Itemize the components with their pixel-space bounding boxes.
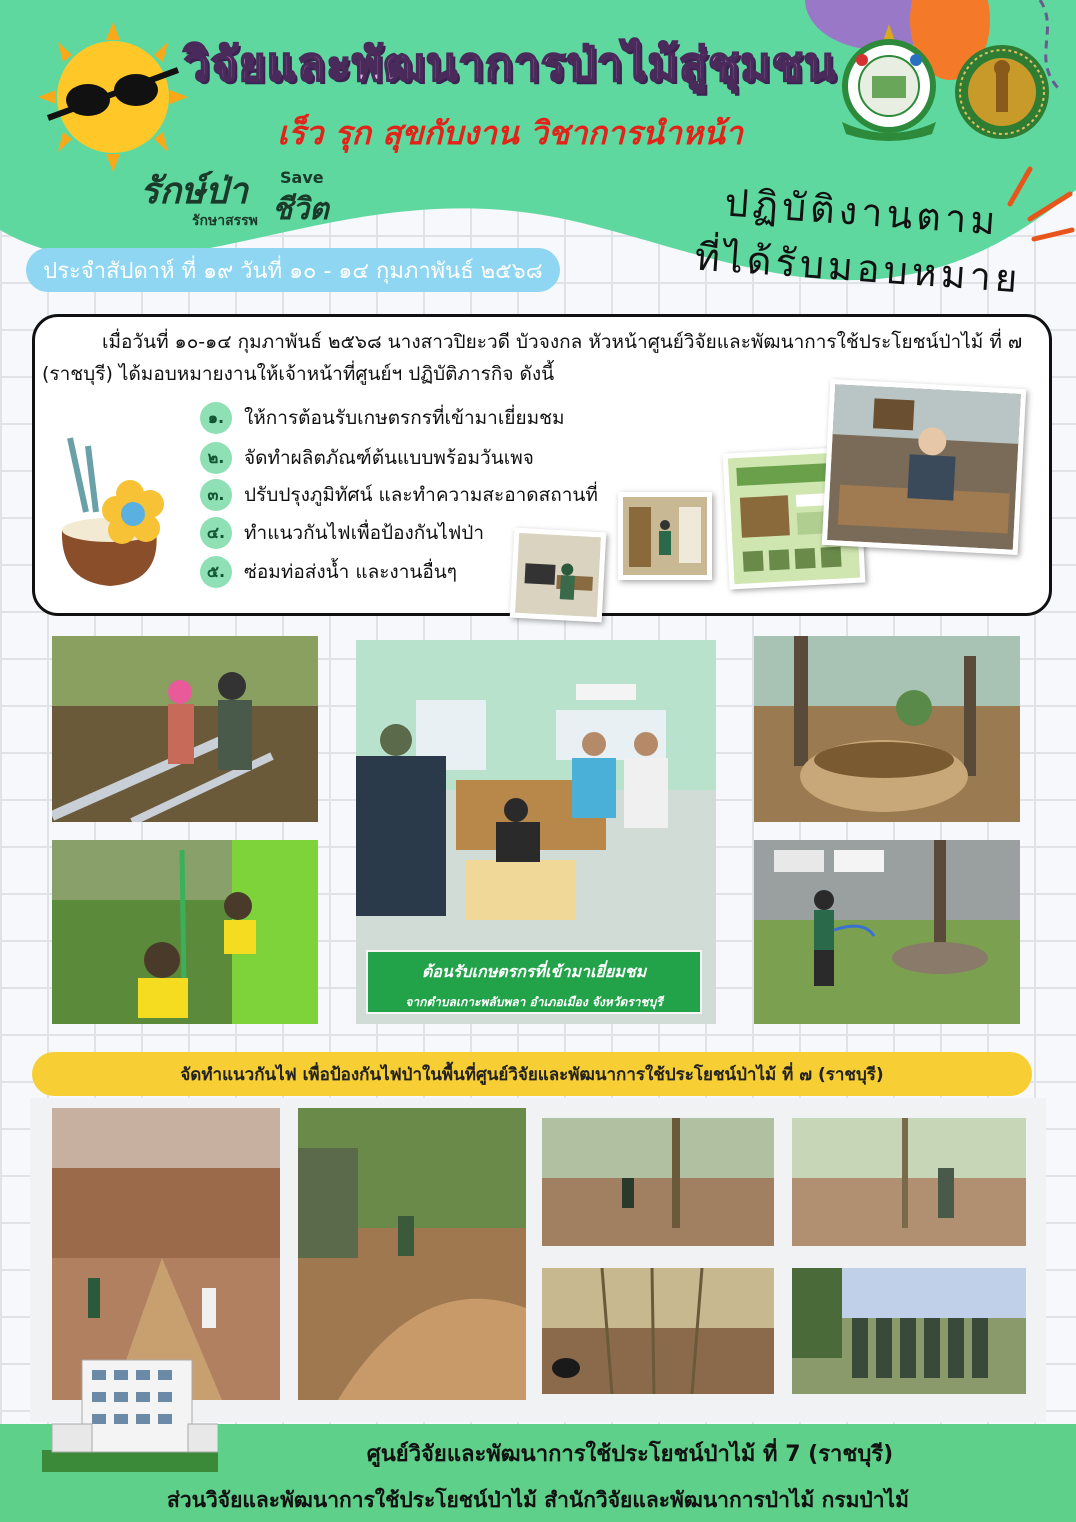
royal-forest-department-icon: [954, 44, 1050, 140]
sun-with-sunglasses-icon: [28, 22, 198, 172]
accent-lines-icon: [1000, 164, 1076, 244]
center-emblem-icon: [834, 24, 944, 142]
task-number: ๔.: [200, 517, 232, 549]
campaign-save-text: Save: [280, 168, 324, 187]
footer-center-name: ศูนย์วิจัยและพัฒนาการใช้ประโยชน์ป่าไม้ ที่ 7 (ราชบุรี): [366, 1442, 894, 1467]
campaign-life-text: ชีวิต: [272, 192, 329, 227]
task-number: ๒.: [200, 442, 232, 474]
photo-team-group: [792, 1268, 1026, 1394]
task-label: ปรับปรุงภูมิทัศน์ และทำความสะอาดสถานที่: [244, 484, 598, 506]
coconut-drink-icon: [56, 432, 166, 592]
photo-office-desk: [510, 528, 607, 623]
task-item: [200, 440, 640, 476]
visit-caption: [366, 950, 702, 1014]
week-label: ประจำสัปดาห์ ที่ ๑๙ วันที่ ๑๐ - ๑๔ กุมภาพันธ์ ๒๕๖๘: [26, 248, 560, 292]
photo-firebreak-3: [542, 1118, 774, 1246]
campaign-main-text: รักษ์ป่า: [140, 171, 248, 212]
footer-department: ส่วนวิจัยและพัฒนาการใช้ประโยชน์ป่าไม้ สำนักวิจัยและพัฒนาการป่าไม้ กรมป่าไม้: [167, 1488, 909, 1512]
section-title-line-2: ที่ได้รับมอบหมาย: [693, 234, 1023, 302]
photo-landscape-compost: [754, 636, 1020, 822]
photo-shop-interior: [618, 492, 712, 580]
firebreak-caption: จัดทำแนวกันไฟ เพื่อป้องกันไฟป่าในพื้นที่ศูนย์วิจัยและพัฒนาการใช้ประโยชน์ป่าไม้ ที่ ๗ (ราชบุรี): [32, 1052, 1032, 1096]
task-number: ๕.: [200, 556, 232, 588]
task-number: ๑.: [200, 402, 232, 434]
campaign-sub-text: รักษาสรรพ: [192, 213, 258, 229]
assignment-intro: เมื่อวันที่ ๑๐-๑๔ กุมภาพันธ์ ๒๕๖๘ นางสาวปิยะวดี บัวจงกล หัวหน้าศูนย์วิจัยและพัฒนาการใช้ประโยชน์ป่าไม้ ที่ ๗ (ราชบุรี) ได้มอบหมายงานให้เจ้าหน้าที่ศูนย์ฯ ปฏิบัติภารกิจ ดังนี้: [42, 331, 1023, 385]
photo-pipe-repair: [52, 636, 318, 822]
building-photo: [42, 1354, 218, 1472]
task-item: [200, 400, 640, 436]
task-label: ทำแนวกันไฟเพื่อป้องกันไฟป่า: [244, 522, 485, 544]
photo-fence-work: [52, 840, 318, 1024]
visit-caption-detail: จากตำบลเกาะพลับพลา อำเภอเมือง จังหวัดราชบุรี: [405, 995, 663, 1009]
photo-firebreak-5: [542, 1268, 774, 1394]
task-label: จัดทำผลิตภัณฑ์ต้นแบบพร้อมวันเพจ: [244, 447, 534, 469]
photo-firebreak-4: [792, 1118, 1026, 1246]
photo-watering: [754, 840, 1020, 1024]
photo-woodworking: [822, 379, 1026, 555]
photo-firebreak-2: [298, 1108, 526, 1400]
task-label: ให้การต้อนรับเกษตรกรที่เข้ามาเยี่ยมชม: [244, 407, 565, 429]
page-title: วิจัยและพัฒนาการป่าไม้สู่ชุมชน: [183, 37, 837, 91]
visit-caption-title: ต้อนรับเกษตรกรที่เข้ามาเยี่ยมชม: [421, 962, 647, 981]
task-number: ๓.: [200, 479, 232, 511]
section-title-line-1: ปฏิบัติงานตาม: [723, 180, 1001, 244]
task-label: ซ่อมท่อส่งน้ำ และงานอื่นๆ: [244, 561, 457, 583]
campaign-logo: [140, 162, 340, 242]
task-item: [200, 477, 640, 513]
page-subtitle: เร็ว รุก สุขกับงาน วิชาการนำหน้า: [277, 114, 743, 152]
